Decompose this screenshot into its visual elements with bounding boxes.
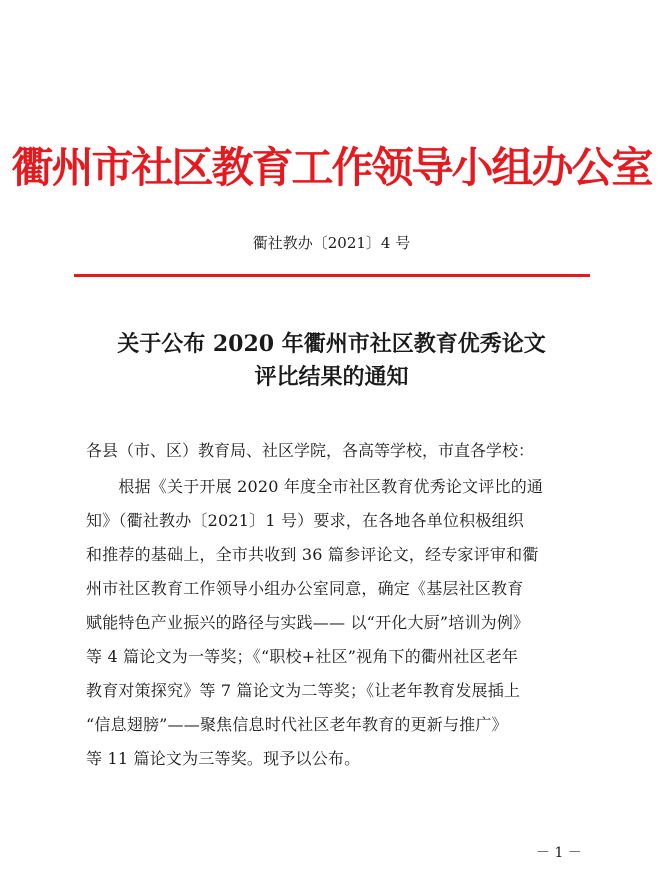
document-title-line-1: 关于公布 2020 年衢州市社区教育优秀论文: [117, 331, 546, 357]
document-title: [0, 328, 663, 394]
body-line: 赋能特色产业振兴的路径与实践—— 以“开化大厨”培训为例》: [86, 613, 530, 632]
document-number: 衢社教办〔2021〕4 号: [252, 234, 411, 252]
body-line: 等 11 篇论文为三等奖。现予以公布。: [86, 749, 361, 768]
body-line: 知》（衢社教办〔2021〕1 号）要求，在各地各单位积极组织: [86, 511, 524, 530]
page-number: － 1 －: [536, 845, 582, 861]
body-line: 和推荐的基础上，全市共收到 36 篇参评论文，经专家评审和衢: [86, 545, 539, 564]
body-line: 教育对策探究》等 7 篇论文为二等奖；《让老年教育发展插上: [86, 681, 521, 700]
red-header-rule: [74, 274, 590, 277]
body-line: 根据《关于开展 2020 年度全市社区教育优秀论文评比的通: [86, 477, 544, 496]
document-title-line-2: 评比结果的通知: [254, 364, 409, 390]
salutation: 各县（市、区）教育局、社区学院，各高等学校，市直各学校：: [86, 441, 535, 460]
issuing-organization-title: 衢州市社区教育工作领导小组办公室: [11, 143, 652, 192]
body-line: “信息翅膀”——聚焦信息时代社区老年教育的更新与推广》: [86, 715, 508, 734]
body-line: 等 4 篇论文为一等奖；《“职校+社区”视角下的衢州社区老年: [86, 647, 519, 666]
body-line: 州市社区教育工作领导小组办公室同意，确定《基层社区教育: [86, 579, 524, 598]
